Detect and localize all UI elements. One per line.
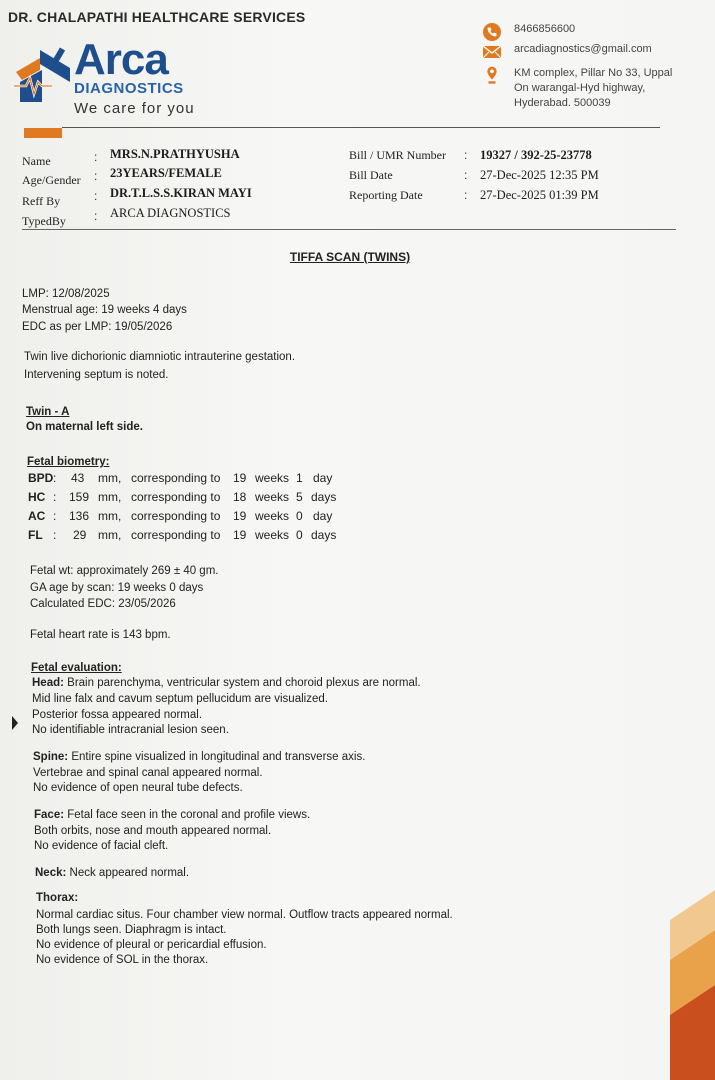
contact-address	[482, 66, 702, 111]
phone-icon	[482, 22, 502, 42]
fetal-heart-rate: Fetal heart rate is 143 bpm.	[30, 629, 171, 641]
thorax-label: Thorax:	[36, 892, 79, 904]
header-accent-bar	[24, 128, 62, 138]
page-edge-mark	[12, 716, 18, 730]
param: BPD	[28, 471, 54, 485]
head-line-4: No identifiable intracranial lesion seen.	[32, 724, 229, 736]
weeks-value: 19	[233, 528, 247, 542]
twin-gestation: Twin live dichorionic diamniotic intrauterine gestation.	[24, 351, 296, 363]
spine-line-1	[33, 749, 365, 765]
days-value: 5	[296, 490, 303, 504]
corresponding: corresponding to	[131, 528, 221, 542]
contact-phone	[482, 22, 702, 42]
location-pin-icon	[482, 66, 502, 86]
typed-by-label: TypedBy	[22, 214, 66, 228]
corresponding: corresponding to	[131, 490, 221, 504]
colon: :	[53, 490, 57, 504]
weeks-label: weeks	[255, 528, 290, 542]
mail-icon	[482, 42, 502, 62]
colon: :	[94, 169, 98, 183]
contact-email	[482, 42, 702, 62]
reporting-date-label: Reporting Date	[349, 188, 423, 202]
email-address: arcadiagnostics@gmail.com	[514, 43, 652, 55]
bill-umr-label: Bill / UMR Number	[349, 148, 447, 162]
reporting-date: 27-Dec-2025 01:39 PM	[480, 188, 599, 202]
unit: mm,	[98, 471, 122, 485]
unit: mm,	[98, 509, 122, 523]
header-divider	[62, 127, 660, 128]
days-label: day	[313, 471, 333, 485]
colon: :	[464, 148, 468, 162]
edc-lmp: EDC as per LMP: 19/05/2026	[22, 321, 173, 333]
address-line-1: KM complex, Pillar No 33, Uppal	[514, 67, 673, 79]
colon: :	[53, 509, 57, 523]
lmp: LMP: 12/08/2025	[22, 288, 110, 300]
unit: mm,	[98, 490, 122, 504]
patient-age-gender: 23YEARS/FEMALE	[110, 166, 222, 180]
value: 159	[69, 490, 90, 504]
weeks-value: 19	[233, 471, 247, 485]
face-text-1: Fetal face seen in the coronal and profile views.	[64, 809, 311, 821]
address-line-2: On warangal-Hyd highway,	[514, 82, 646, 94]
colon: :	[94, 189, 98, 203]
days-value: 0	[296, 509, 303, 523]
face-line-2: Both orbits, nose and mouth appeared normal.	[34, 825, 272, 837]
days-label: days	[311, 528, 337, 542]
neck-text-1: Neck appeared normal.	[66, 867, 190, 879]
param: HC	[28, 490, 46, 504]
typed-by: ARCA DIAGNOSTICS	[110, 206, 231, 220]
thorax-line-3: No evidence of pleural or pericardial effusion.	[36, 939, 267, 951]
report-title: TIFFA SCAN (TWINS)	[289, 250, 411, 264]
patient-name: MRS.N.PRATHYUSHA	[110, 147, 240, 161]
colon: :	[464, 168, 468, 182]
logo-mark-icon	[12, 46, 74, 106]
face-line-1	[34, 807, 310, 823]
weeks-value: 18	[233, 490, 247, 504]
param: FL	[28, 528, 43, 542]
address-line-3: Hyderabad. 500039	[514, 97, 611, 109]
head-label: Head:	[32, 677, 64, 689]
neck-line-1	[35, 865, 189, 881]
decorative-stripes	[670, 890, 715, 1080]
value: 29	[73, 528, 87, 542]
value: 43	[71, 471, 85, 485]
biometry-heading: Fetal biometry:	[27, 456, 110, 468]
spine-text-1: Entire spine visualized in longitudinal and transverse axis.	[68, 751, 366, 763]
reff-by-label: Reff By	[22, 194, 61, 208]
referring-doctor: DR.T.L.S.S.KIRAN MAYI	[110, 186, 252, 200]
brand-tagline: We care for you	[74, 100, 195, 117]
maternal-side: On maternal left side.	[26, 421, 143, 433]
fetal-weight: Fetal wt: approximately 269 ± 40 gm.	[30, 565, 219, 577]
ga-age: GA age by scan: 19 weeks 0 days	[30, 582, 204, 594]
weeks-label: weeks	[255, 471, 290, 485]
address-text	[514, 66, 672, 111]
bill-date: 27-Dec-2025 12:35 PM	[480, 168, 599, 182]
arca-logo	[12, 36, 212, 126]
colon: :	[94, 209, 98, 223]
colon: :	[464, 188, 468, 202]
bill-date-label: Bill Date	[349, 168, 393, 182]
unit: mm,	[98, 528, 122, 542]
colon: :	[53, 528, 57, 542]
param: AC	[28, 509, 46, 523]
days-value: 0	[296, 528, 303, 542]
corresponding: corresponding to	[131, 509, 221, 523]
thorax-line-1: Normal cardiac situs. Four chamber view normal. Outflow tracts appeared normal.	[36, 909, 453, 921]
hospital-name: DR. CHALAPATHI HEALTHCARE SERVICES	[8, 9, 306, 25]
spine-label: Spine:	[33, 751, 69, 763]
face-label: Face:	[34, 809, 65, 821]
brand-name: Arca	[74, 35, 168, 84]
menstrual-age: Menstrual age: 19 weeks 4 days	[22, 304, 187, 316]
days-label: days	[311, 490, 337, 504]
septum-note: Intervening septum is noted.	[24, 369, 169, 381]
phone-number: 8466856600	[514, 23, 576, 35]
evaluation-heading: Fetal evaluation:	[31, 662, 122, 674]
twin-a-heading: Twin - A	[26, 406, 70, 418]
brand-subtitle: DIAGNOSTICS	[74, 80, 184, 97]
weeks-value: 19	[233, 509, 247, 523]
weeks-label: weeks	[255, 509, 290, 523]
thorax-line-2: Both lungs seen. Diaphragm is intact.	[36, 924, 227, 936]
days-label: day	[313, 509, 333, 523]
days-value: 1	[296, 471, 303, 485]
name-label: Name	[22, 154, 51, 168]
face-line-3: No evidence of facial cleft.	[34, 840, 169, 852]
spine-line-3: No evidence of open neural tube defects.	[33, 782, 243, 794]
colon: :	[94, 150, 98, 164]
colon: :	[53, 471, 57, 485]
calculated-edc: Calculated EDC: 23/05/2026	[30, 598, 176, 610]
head-line-2: Mid line falx and cavum septum pellucidum are visualized.	[32, 693, 328, 705]
bill-umr-number: 19327 / 392-25-23778	[480, 148, 592, 162]
corresponding: corresponding to	[131, 471, 221, 485]
spine-line-2: Vertebrae and spinal canal appeared normal.	[33, 767, 263, 779]
head-text-1: Brain parenchyma, ventricular system and choroid plexus are normal.	[63, 677, 421, 689]
head-line-1	[32, 675, 421, 691]
head-line-3: Posterior fossa appeared normal.	[32, 709, 203, 721]
neck-label: Neck:	[35, 867, 67, 879]
weeks-label: weeks	[255, 490, 290, 504]
thorax-line-4: No evidence of SOL in the thorax.	[36, 954, 209, 966]
value: 136	[69, 509, 90, 523]
age-gender-label: Age/Gender	[22, 173, 81, 187]
info-divider	[22, 229, 676, 230]
